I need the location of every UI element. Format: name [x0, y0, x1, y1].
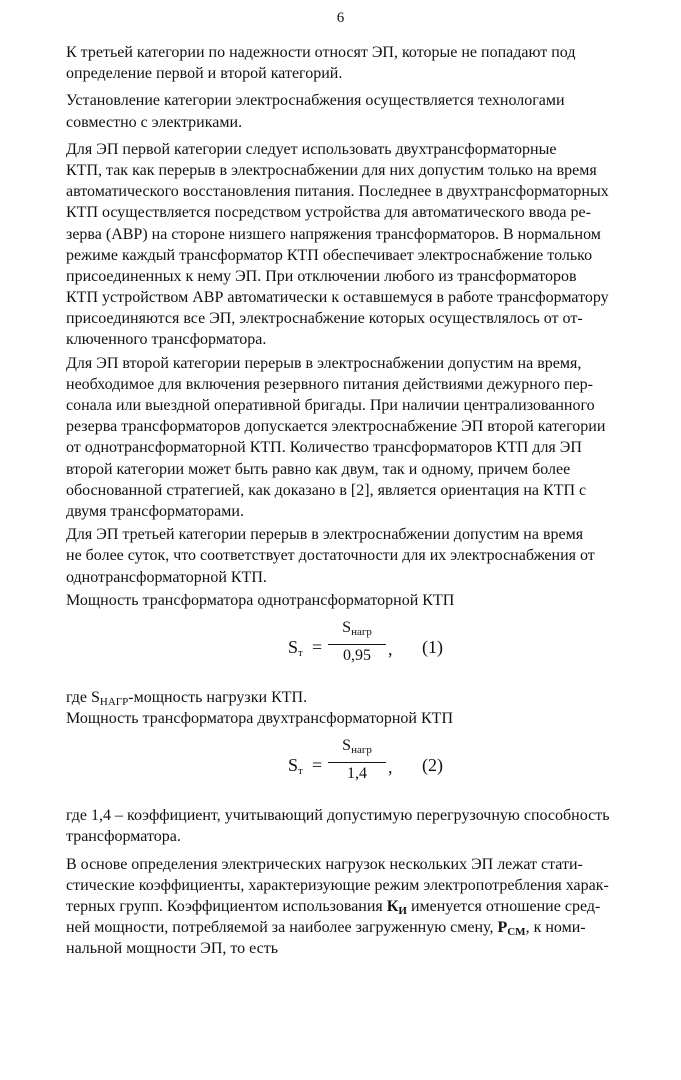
text-line: ключенного трансформатора. [66, 331, 267, 349]
formula-denominator: 0,95 [343, 646, 371, 664]
formula-number: (1) [422, 636, 443, 657]
text-line: второй категории может быть равно как двум, так и одному, причем более [66, 460, 571, 478]
text-line: Установление категории электроснабжения осуществляется технологами [66, 92, 565, 110]
text-line: однотрансформаторной КТП. [66, 568, 267, 586]
text-line: Для ЭП третьей категории перерыв в электроснабжении допустим на время [66, 526, 584, 544]
text-line: определение первой и второй категорий. [66, 65, 343, 83]
paragraph-8 [66, 708, 656, 729]
text-line: КТП осуществляется посредством устройства для автоматического ввода ре- [66, 204, 591, 222]
text-line: Мощность трансформатора двухтрансформаторной КТП [66, 710, 453, 728]
formula-lhs: $S_т$ [288, 755, 303, 778]
text-line: присоединяются все ЭП, электроснабжение которых осуществлялось от от- [66, 310, 583, 328]
text-line: резерва трансформаторов допускается электроснабжение ЭП второй категории [66, 418, 606, 436]
text-line: двумя трансформаторами. [66, 502, 244, 520]
formula-fraction [328, 735, 386, 785]
text-line: присоединенных к нему ЭП. При отключении любого из трансформаторов [66, 267, 577, 285]
text-line: автоматического восстановления питания. Последнее в двухтрансформаторных [66, 183, 609, 201]
paragraph-2 [66, 90, 656, 132]
formula-equals: = [312, 636, 323, 657]
text-line: трансформатора. [66, 828, 181, 846]
formula-denominator: 1,4 [347, 765, 367, 783]
paragraph-9 [66, 805, 656, 847]
text-line: ней мощности, потребляемой за наиболее загруженную смену, $Р_{СМ}$, к номи- [66, 919, 586, 939]
text-line: Мощность трансформатора однотрансформаторной КТП [66, 591, 455, 609]
text-line: зерва (АВР) на стороне низшего напряжения трансформаторов. В нормальном [66, 225, 601, 243]
text-line: от однотрансформаторной КТП. Количество трансформаторов КТП для ЭП [66, 439, 582, 457]
text-line: режиме каждый трансформатор КТП обеспечивает электроснабжение только [66, 246, 593, 264]
formula-comma: , [388, 757, 393, 778]
page-number: 6 [336, 10, 345, 26]
paragraph-1 [66, 42, 656, 84]
text-line: обоснованной стратегией, как доказано в [2], является ориентация на КТП с [66, 481, 587, 499]
paragraph-10 [66, 854, 656, 960]
paragraph-3 [66, 139, 656, 351]
text-line: необходимое для включения резервного питания действиями дежурного пер- [66, 375, 593, 393]
formula-lhs: $S_т$ [288, 636, 303, 659]
formula-number: (2) [422, 755, 443, 776]
text-line: где $S_{НАГР}$-мощность нагрузки КТП. [66, 688, 308, 708]
text-line: КТП устройством АВР автоматически к оставшемуся в работе трансформатору [66, 289, 609, 307]
paragraph-6 [66, 590, 656, 611]
text-line: не более суток, что соответствует достаточности для их электроснабжения от [66, 547, 595, 565]
formula-equals: = [312, 755, 323, 776]
text-line: стические коэффициенты, характеризующие режим электропотребления харак- [66, 876, 609, 894]
formula-comma: , [388, 638, 393, 659]
formula-numerator: $S_{нагр}$ [328, 617, 386, 645]
formula-fraction [328, 617, 386, 667]
paragraph-5 [66, 524, 656, 588]
text-line: совместно с электриками. [66, 113, 243, 131]
text-line: Для ЭП второй категории перерыв в электроснабжении допустим на время, [66, 354, 582, 372]
text-line: терных групп. Коэффициентом использования $К_И$ именуется отношение сред- [66, 898, 601, 917]
text-line: В основе определения электрических нагрузок нескольких ЭП лежат стати- [66, 855, 583, 873]
text-line: сонала или выездной оперативной бригады. При наличии централизованного [66, 397, 595, 414]
formula-1 [66, 617, 656, 681]
formula-2 [66, 735, 656, 799]
paragraph-7 [66, 687, 656, 708]
text-line: К третьей категории по надежности относят ЭП, которые не попадают под [66, 44, 576, 61]
text-line: КТП, так как перерыв в электроснабжении для них допустим только на время [66, 161, 597, 179]
paragraph-4 [66, 353, 656, 523]
page-content [66, 42, 656, 960]
p-shift-symbol: $Р_{СМ}$ [497, 919, 526, 939]
k-usage-symbol: $К_И$ [386, 898, 407, 917]
text-line: нальной мощности ЭП, то есть [66, 940, 279, 958]
formula-numerator: $S_{нагр}$ [328, 735, 386, 763]
text-line: где 1,4 – коэффициент, учитывающий допустимую перегрузочную способность [66, 807, 610, 825]
text-line: Для ЭП первой категории следует использовать двухтрансформаторные [66, 140, 557, 158]
